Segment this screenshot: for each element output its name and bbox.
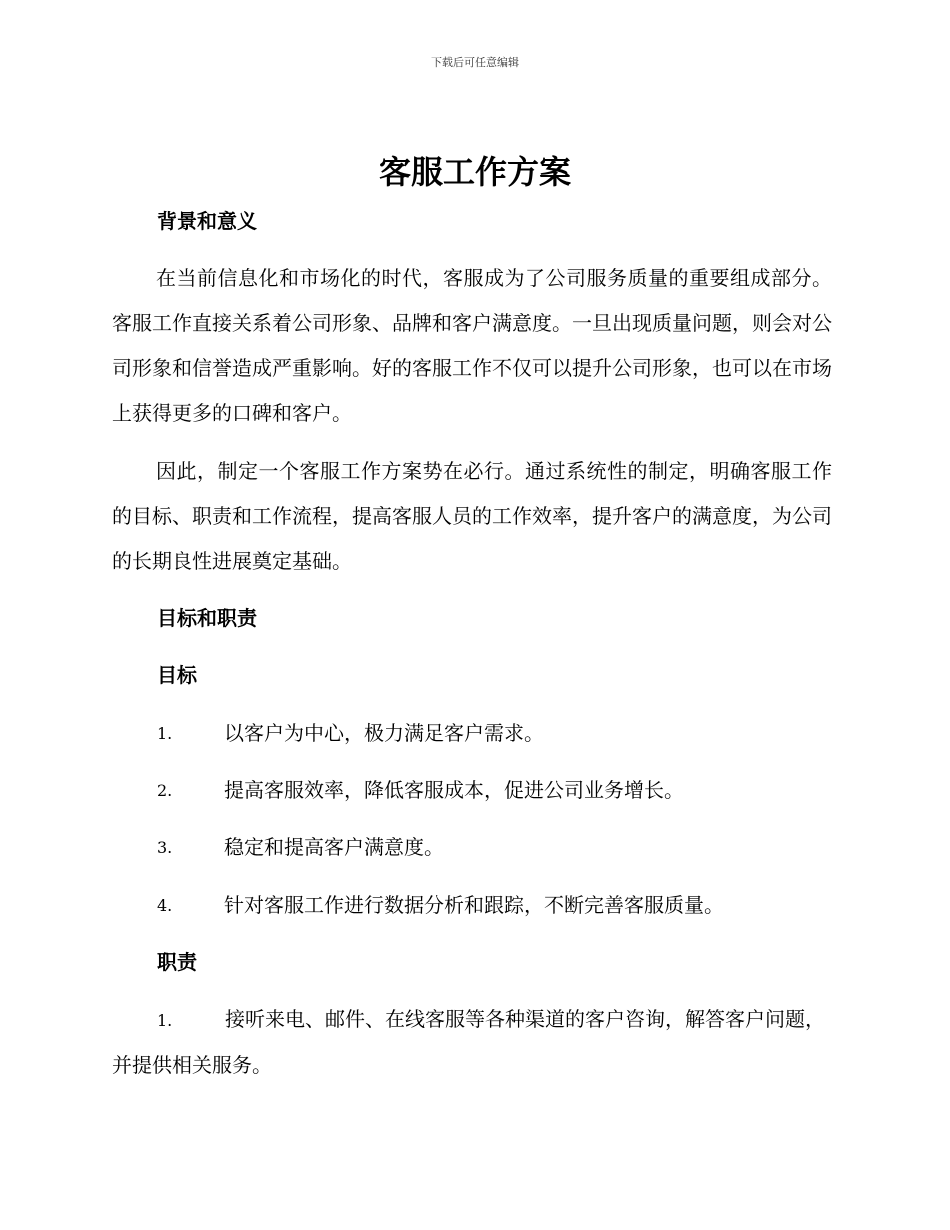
section-heading-background: 背景和意义 [157,209,257,233]
paragraph-background-1: 在当前信息化和市场化的时代，客服成为了公司服务质量的重要组成部分。客服工作直接关系着公司形象、品牌和客户满意度。一旦出现质量问题，则会对公司形象和信誉造成严重影响。好的客服工作不仅可以提升公司形象，也可以在市场上获得更多的口碑和客户。 [112,266,832,425]
section-heading-goals-duties: 目标和职责 [157,606,257,630]
page-header-note: 下载后可任意编辑 [431,56,519,69]
goal-item-number: 4. [157,896,173,915]
duty-item [112,997,832,1088]
subheading-duties: 职责 [157,950,197,974]
goal-item-text: 针对客服工作进行数据分析和跟踪，不断完善客服质量。 [224,893,724,917]
goal-item-number: 3. [157,838,173,857]
paragraph-background-2: 因此，制定一个客服工作方案势在必行。通过系统性的制定，明确客服工作的目标、职责和工作流程，提高客服人员的工作效率，提升客户的满意度，为公司的长期良性进展奠定基础。 [112,459,832,573]
duty-item-number: 1. [157,1011,173,1030]
duty-item-text: 接听来电、邮件、在线客服等各种渠道的客户咨询，解答客户问题，并提供相关服务。 [112,1007,825,1077]
goal-item-number: 1. [157,724,173,743]
goal-item-text: 稳定和提高客户满意度。 [224,835,444,859]
goal-item-text: 以客户为中心，极力满足客户需求。 [224,721,544,745]
document-title: 客服工作方案 [378,153,571,191]
goal-item-number: 2. [157,781,173,800]
goal-item-text: 提高客服效率，降低客服成本，促进公司业务增长。 [224,778,684,802]
subheading-goals: 目标 [157,663,197,687]
